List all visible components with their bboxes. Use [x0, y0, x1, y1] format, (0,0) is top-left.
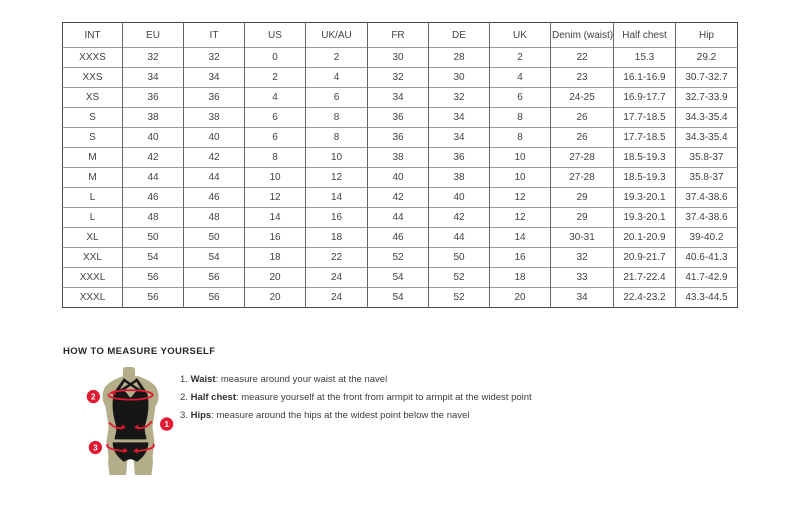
table-cell: 8	[490, 128, 551, 148]
table-cell: 54	[368, 268, 429, 288]
table-cell: 6	[245, 128, 306, 148]
instruction-text: : measure around your waist at the navel	[215, 374, 388, 385]
table-cell: 35.8-37	[676, 168, 738, 188]
measure-section	[63, 346, 763, 481]
table-cell: 24-25	[551, 88, 614, 108]
column-header: Hip	[676, 23, 738, 48]
table-row	[63, 188, 738, 208]
instruction-number: 2.	[180, 392, 188, 403]
measure-heading: HOW TO MEASURE YOURSELF	[63, 346, 216, 357]
table-cell: 37.4-38.6	[676, 208, 738, 228]
table-header-row	[63, 23, 738, 48]
table-cell: 54	[184, 248, 245, 268]
table-cell: XXXS	[63, 48, 123, 68]
table-cell: 20.9-21.7	[614, 248, 676, 268]
table-cell: XXL	[63, 248, 123, 268]
table-cell: 10	[306, 148, 368, 168]
table-cell: 34	[429, 128, 490, 148]
table-cell: 32	[123, 48, 184, 68]
table-cell: 22.4-23.2	[614, 288, 676, 308]
table-cell: 12	[490, 208, 551, 228]
table-row	[63, 108, 738, 128]
size-chart-table	[62, 22, 738, 308]
table-cell: 30	[368, 48, 429, 68]
table-cell: 37.4-38.6	[676, 188, 738, 208]
table-cell: 16	[306, 208, 368, 228]
table-cell: 52	[429, 288, 490, 308]
table-cell: 40	[184, 128, 245, 148]
table-cell: 44	[123, 168, 184, 188]
column-header: US	[245, 23, 306, 48]
table-cell: XXXL	[63, 268, 123, 288]
table-cell: 32	[184, 48, 245, 68]
table-row	[63, 268, 738, 288]
table-cell: 6	[490, 88, 551, 108]
table-cell: 38	[123, 108, 184, 128]
table-cell: 38	[429, 168, 490, 188]
table-cell: 10	[490, 168, 551, 188]
table-cell: 32	[429, 88, 490, 108]
table-cell: 22	[551, 48, 614, 68]
table-row	[63, 228, 738, 248]
measurement-diagram	[84, 366, 176, 481]
table-cell: 8	[245, 148, 306, 168]
table-cell: 46	[184, 188, 245, 208]
table-cell: 20	[245, 288, 306, 308]
table-cell: 43.3-44.5	[676, 288, 738, 308]
table-cell: 32	[551, 248, 614, 268]
table-cell: 23	[551, 68, 614, 88]
table-cell: 46	[123, 188, 184, 208]
table-cell: 35.8-37	[676, 148, 738, 168]
table-cell: 16	[490, 248, 551, 268]
instruction-text: : measure yourself at the front from armpit to armpit at the widest point	[235, 392, 532, 403]
table-cell: 28	[429, 48, 490, 68]
table-cell: S	[63, 108, 123, 128]
table-cell: 8	[306, 108, 368, 128]
column-header: UK/AU	[306, 23, 368, 48]
table-cell: 56	[184, 288, 245, 308]
table-row	[63, 128, 738, 148]
hips-badge	[89, 441, 102, 454]
measure-instruction-half-chest	[180, 389, 532, 407]
table-cell: L	[63, 188, 123, 208]
table-cell: 16	[245, 228, 306, 248]
instruction-text: : measure around the hips at the widest point below the navel	[211, 410, 470, 421]
measure-instructions	[180, 371, 532, 425]
table-cell: 42	[123, 148, 184, 168]
table-cell: 30.7-32.7	[676, 68, 738, 88]
table-cell: 52	[368, 248, 429, 268]
table-cell: 20	[490, 288, 551, 308]
table-row	[63, 48, 738, 68]
table-cell: 32	[368, 68, 429, 88]
column-header: Half chest	[614, 23, 676, 48]
svg-text:3: 3	[93, 443, 98, 453]
table-cell: 2	[490, 48, 551, 68]
table-cell: XS	[63, 88, 123, 108]
table-cell: 4	[490, 68, 551, 88]
table-cell: 17.7-18.5	[614, 108, 676, 128]
table-cell: 14	[306, 188, 368, 208]
table-cell: 34	[429, 108, 490, 128]
table-row	[63, 68, 738, 88]
table-cell: 39-40.2	[676, 228, 738, 248]
table-cell: 42	[429, 208, 490, 228]
table-cell: 29	[551, 188, 614, 208]
table-cell: 17.7-18.5	[614, 128, 676, 148]
table-cell: 30-31	[551, 228, 614, 248]
table-cell: M	[63, 168, 123, 188]
table-cell: 34.3-35.4	[676, 128, 738, 148]
column-header: FR	[368, 23, 429, 48]
table-row	[63, 208, 738, 228]
table-cell: 52	[429, 268, 490, 288]
column-header: INT	[84, 29, 101, 41]
table-cell: 10	[490, 148, 551, 168]
instruction-term: Hips	[190, 410, 212, 421]
table-cell: 50	[123, 228, 184, 248]
table-cell: 4	[245, 88, 306, 108]
table-cell: 50	[429, 248, 490, 268]
table-cell: 8	[306, 128, 368, 148]
table-cell: M	[63, 148, 123, 168]
table-cell: 12	[245, 188, 306, 208]
table-row	[63, 168, 738, 188]
table-row	[63, 88, 738, 108]
instruction-number: 3.	[180, 410, 188, 421]
table-cell: 18.5-19.3	[614, 148, 676, 168]
table-cell: 44	[184, 168, 245, 188]
table-cell: 48	[123, 208, 184, 228]
table-cell: 54	[123, 248, 184, 268]
column-header: DE	[429, 23, 490, 48]
table-cell: 40	[123, 128, 184, 148]
instruction-term: Waist	[190, 374, 216, 385]
table-cell: 14	[245, 208, 306, 228]
table-cell: 38	[368, 148, 429, 168]
table-cell: 27-28	[551, 148, 614, 168]
table-cell: 24	[306, 288, 368, 308]
table-cell: 26	[551, 128, 614, 148]
table-cell: 40.6-41.3	[676, 248, 738, 268]
table-cell: 40	[368, 168, 429, 188]
table-cell: 2	[245, 68, 306, 88]
table-cell: 18.5-19.3	[614, 168, 676, 188]
chest-badge	[87, 390, 100, 403]
table-cell: 41.7-42.9	[676, 268, 738, 288]
table-cell: 24	[306, 268, 368, 288]
table-cell: 22	[306, 248, 368, 268]
table-cell: 54	[368, 288, 429, 308]
table-cell: 16.1-16.9	[614, 68, 676, 88]
table-cell: 36	[123, 88, 184, 108]
table-cell: 48	[184, 208, 245, 228]
table-cell: 42	[184, 148, 245, 168]
table-cell: 27-28	[551, 168, 614, 188]
table-cell: 56	[123, 288, 184, 308]
table-cell: 21.7-22.4	[614, 268, 676, 288]
table-cell: 12	[306, 168, 368, 188]
table-cell: XXS	[63, 68, 123, 88]
mannequin-illustration	[84, 366, 176, 476]
table-row	[63, 288, 738, 308]
table-cell: 36	[368, 128, 429, 148]
table-cell: 2	[306, 48, 368, 68]
table-cell: 6	[245, 108, 306, 128]
table-cell: 19.3-20.1	[614, 188, 676, 208]
table-cell: 40	[429, 188, 490, 208]
table-cell: 20	[245, 268, 306, 288]
measure-instruction-waist	[180, 371, 532, 389]
table-cell: 4	[306, 68, 368, 88]
column-header: UK	[490, 23, 551, 48]
table-row	[63, 148, 738, 168]
table-cell: 19.3-20.1	[614, 208, 676, 228]
waist-badge	[160, 417, 173, 430]
column-header: IT	[184, 23, 245, 48]
table-cell: 30	[429, 68, 490, 88]
table-cell: 34	[368, 88, 429, 108]
instruction-term: Half chest	[190, 392, 236, 403]
table-cell: 15.3	[614, 48, 676, 68]
table-cell: 42	[368, 188, 429, 208]
table-cell: 34	[184, 68, 245, 88]
table-cell: 36	[184, 88, 245, 108]
table-cell: 34	[123, 68, 184, 88]
table-cell: 16.9-17.7	[614, 88, 676, 108]
table-cell: L	[63, 208, 123, 228]
table-cell: 12	[490, 188, 551, 208]
table-cell: 18	[490, 268, 551, 288]
table-cell: 46	[368, 228, 429, 248]
instruction-number: 1.	[180, 374, 188, 385]
svg-text:1: 1	[164, 420, 169, 430]
table-cell: 0	[245, 48, 306, 68]
table-cell: 20.1-20.9	[614, 228, 676, 248]
measure-instruction-hips	[180, 407, 532, 425]
table-cell: 33	[551, 268, 614, 288]
table-cell: 32.7-33.9	[676, 88, 738, 108]
table-cell: 44	[368, 208, 429, 228]
svg-text:2: 2	[91, 392, 96, 402]
table-cell: 36	[368, 108, 429, 128]
table-cell: XXXL	[63, 288, 123, 308]
table-cell: 56	[123, 268, 184, 288]
table-cell: 14	[490, 228, 551, 248]
table-cell: 8	[490, 108, 551, 128]
table-cell: 56	[184, 268, 245, 288]
table-cell: 26	[551, 108, 614, 128]
table-cell: 38	[184, 108, 245, 128]
table-cell: 6	[306, 88, 368, 108]
table-cell: 36	[429, 148, 490, 168]
size-table-body	[63, 48, 738, 308]
table-cell: 50	[184, 228, 245, 248]
table-cell: 29	[551, 208, 614, 228]
column-header: Denim (waist)	[551, 23, 614, 48]
table-cell: 34.3-35.4	[676, 108, 738, 128]
table-cell: 18	[306, 228, 368, 248]
table-cell: 44	[429, 228, 490, 248]
table-cell: XL	[63, 228, 123, 248]
table-cell: 34	[551, 288, 614, 308]
column-header: EU	[123, 23, 184, 48]
table-row	[63, 248, 738, 268]
table-cell: 29.2	[676, 48, 738, 68]
table-cell: 10	[245, 168, 306, 188]
table-cell: S	[63, 128, 123, 148]
table-cell: 18	[245, 248, 306, 268]
